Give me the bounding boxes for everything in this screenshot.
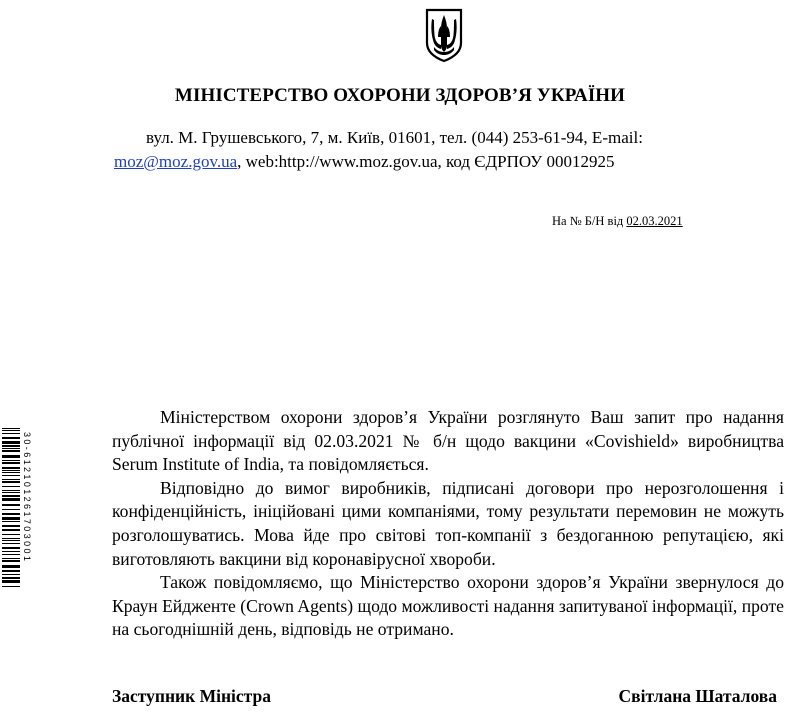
barcode-bar <box>2 430 20 431</box>
barcode-bar <box>2 551 20 552</box>
barcode-bar <box>2 445 20 447</box>
barcode-bar <box>2 509 20 510</box>
barcode-bar <box>2 574 20 575</box>
barcode-bar <box>2 560 20 562</box>
body-paragraph: Відповідно до вимог виробників, підписані договори про нерозголошення і конфіденційність, ініційовані цими компаніями, тому результати перемовин не можуть розголошуватись. Мова йде про світові топ-компанії з бездоганною репутацією, які виготовляють вакцини від коронавірусної хвороби. <box>112 477 784 569</box>
barcode-bar <box>2 448 20 449</box>
address-line-2-rest: , web:http://www.moz.gov.ua, код ЄДРПОУ 00012925 <box>237 152 615 171</box>
barcode-bar <box>2 577 20 579</box>
barcode-bar <box>2 490 20 491</box>
reference-date: 02.03.2021 <box>626 214 683 228</box>
barcode-bar <box>2 525 20 527</box>
barcode-bar <box>2 554 20 555</box>
barcode-bar <box>2 470 20 471</box>
barcode-bar <box>2 479 20 480</box>
body-paragraph: Міністерством охорони здоров’я України розглянуто Ваш запит про надання публічної інформації від 02.03.2021 № б/н щодо вакцини «Covishield» виробництва Serum Institute of India, та повідомляється. <box>112 407 784 475</box>
barcode-digits: 30-612101261703001 <box>22 432 32 564</box>
reference-line <box>552 214 683 229</box>
email-link[interactable]: moz@moz.gov.ua <box>114 152 238 171</box>
signatory-name: Світлана Шаталова <box>618 686 777 706</box>
barcode-bar <box>2 467 20 469</box>
trident-emblem-icon <box>424 7 464 63</box>
signatory-position: Заступник Міністра <box>112 686 271 706</box>
barcode-bar <box>2 486 20 487</box>
reference-prefix: На № Б/Н від <box>552 214 624 228</box>
barcode-bar <box>2 540 20 541</box>
barcode-bar <box>2 513 20 515</box>
barcode-bar <box>2 495 20 497</box>
barcode-bar <box>2 504 20 506</box>
ministry-title: МІНІСТЕРСТВО ОХОРОНИ ЗДОРОВ’Я УКРАЇНИ <box>174 85 626 106</box>
barcode-bar <box>2 428 20 429</box>
address-line-1: вул. М. Грушевського, 7, м. Київ, 01601, тел. (044) 253-61-94, E-mail: <box>146 128 643 147</box>
body-paragraph: Також повідомляємо, що Міністерство охорони здоров’я України звернулося до Краун Ейдженте (Crown Agents) щодо можливості надання запитуваної інформації, проте на сьогоднішній день, відповідь не отримано. <box>112 572 784 640</box>
barcode-bar <box>2 538 20 539</box>
barcode-bar <box>2 433 20 434</box>
barcode-bar <box>2 529 20 531</box>
barcode-bar <box>2 570 20 572</box>
barcode-bar <box>2 450 20 452</box>
barcode-bar <box>2 441 20 444</box>
barcode-bar <box>2 543 20 544</box>
barcode-bar <box>2 462 20 464</box>
barcode-bar <box>2 534 20 535</box>
barcode-bar <box>2 580 20 583</box>
barcode-bar <box>2 455 20 458</box>
barcode-bar <box>2 517 20 520</box>
barcode-bar <box>2 547 20 549</box>
barcode-bar <box>2 437 20 439</box>
barcode-bar <box>2 472 20 473</box>
barcode-bar <box>2 475 20 476</box>
barcode-bar <box>2 498 20 501</box>
barcode-bar <box>2 521 20 522</box>
barcode-bar <box>2 586 20 587</box>
barcode-bar <box>2 558 20 559</box>
letter-body <box>112 406 784 642</box>
barcode-bar <box>2 492 20 493</box>
barcode-bar <box>2 481 20 483</box>
barcode-bar <box>2 460 20 461</box>
address-line-2 <box>114 152 614 172</box>
barcode-bar <box>2 565 20 568</box>
